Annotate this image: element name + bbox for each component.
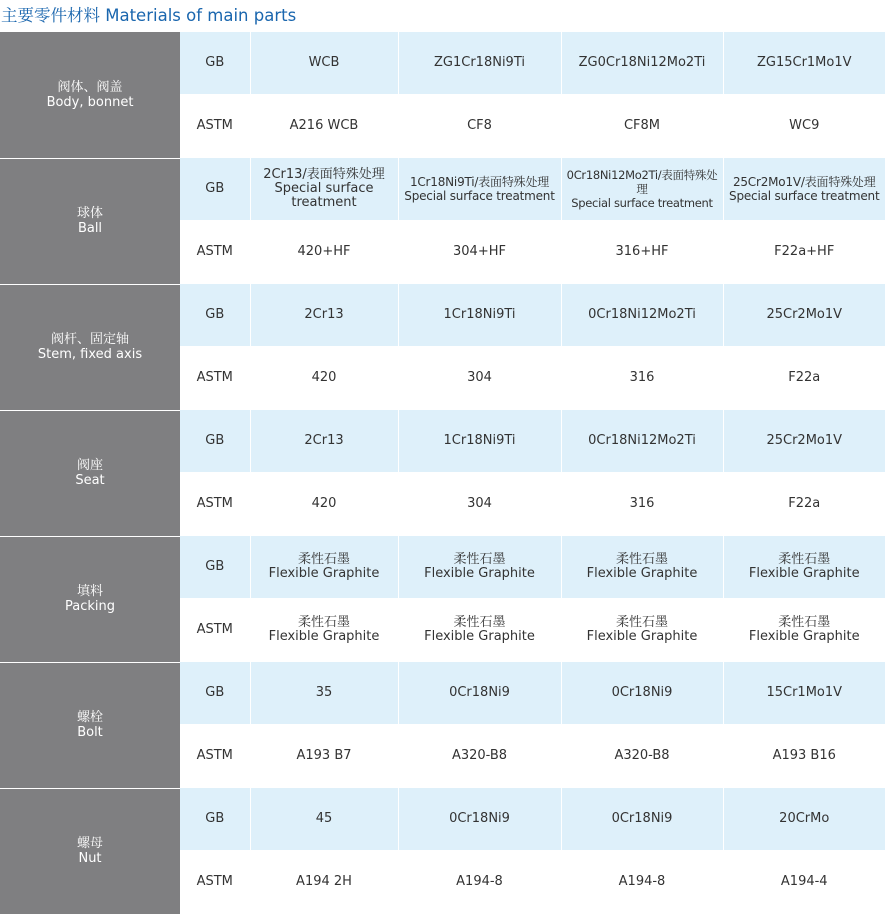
material-cell	[561, 410, 723, 472]
material-cell	[250, 94, 398, 158]
material-cell	[250, 410, 398, 472]
material-cell	[723, 724, 885, 788]
material-text: Special surface	[251, 182, 398, 196]
material-cell	[250, 346, 398, 410]
part-name-cn: 球体	[0, 206, 180, 221]
material-text: A194-8	[399, 875, 561, 889]
material-cell	[398, 724, 561, 788]
material-text: A320-B8	[399, 749, 561, 763]
material-cell	[723, 850, 885, 914]
material-cell	[561, 32, 723, 94]
part-name-en: Seat	[0, 473, 180, 488]
material-text: Flexible Graphite	[724, 630, 885, 644]
material-cell	[250, 850, 398, 914]
part-name-cell	[0, 662, 180, 788]
material-text: 316	[562, 371, 723, 385]
material-cell	[250, 158, 398, 220]
material-text: Flexible Graphite	[251, 567, 398, 581]
material-text: 0Cr18Ni9	[399, 812, 561, 826]
part-name-cn: 阀体、阀盖	[0, 80, 180, 95]
material-text: Special surface treatment	[562, 196, 723, 210]
material-cell	[398, 158, 561, 220]
material-cell	[561, 158, 723, 220]
material-cell	[561, 472, 723, 536]
material-cell	[250, 662, 398, 724]
material-text: 0Cr18Ni12Mo2Ti	[562, 308, 723, 322]
standard-gb-label: GB	[180, 662, 250, 724]
part-name-cn: 阀杆、固定轴	[0, 332, 180, 347]
material-cell	[723, 536, 885, 598]
standard-gb-label: GB	[180, 788, 250, 850]
standard-astm-label: ASTM	[180, 346, 250, 410]
material-text: A193 B7	[251, 749, 398, 763]
material-cell	[250, 598, 398, 662]
material-cell	[561, 284, 723, 346]
material-text: Flexible Graphite	[399, 567, 561, 581]
material-text: 2Cr13	[251, 308, 398, 322]
material-cell	[398, 346, 561, 410]
material-cell	[723, 284, 885, 346]
standard-astm-label: ASTM	[180, 94, 250, 158]
material-text: Special surface treatment	[399, 189, 561, 203]
material-text: 2Cr13/表面特殊处理	[251, 168, 398, 182]
material-text: 0Cr18Ni9	[562, 812, 723, 826]
part-name-en: Packing	[0, 599, 180, 614]
material-text: 25Cr2Mo1V	[724, 308, 885, 322]
material-cell	[723, 788, 885, 850]
material-text: 柔性石墨	[399, 553, 561, 567]
part-name-en: Ball	[0, 221, 180, 236]
material-text: 420	[251, 497, 398, 511]
material-text: Flexible Graphite	[562, 567, 723, 581]
material-text: 0Cr18Ni12Mo2Ti/表面特殊处理	[562, 168, 723, 196]
table-row	[0, 158, 885, 220]
material-cell	[723, 158, 885, 220]
part-name-cell	[0, 284, 180, 410]
material-text: CF8	[399, 119, 561, 133]
material-text: 1Cr18Ni9Ti	[399, 308, 561, 322]
material-text: 20CrMo	[724, 812, 885, 826]
material-text: 柔性石墨	[399, 616, 561, 630]
table-row	[0, 662, 885, 724]
material-text: 316	[562, 497, 723, 511]
material-text: F22a	[724, 371, 885, 385]
material-cell	[398, 220, 561, 284]
material-text: Flexible Graphite	[562, 630, 723, 644]
material-cell	[398, 850, 561, 914]
part-name-en: Stem, fixed axis	[0, 347, 180, 362]
part-name-en: Nut	[0, 851, 180, 866]
material-text: 柔性石墨	[724, 553, 885, 567]
material-text: 柔性石墨	[251, 616, 398, 630]
material-cell	[250, 472, 398, 536]
material-cell	[723, 598, 885, 662]
material-text: 304+HF	[399, 245, 561, 259]
materials-table	[0, 32, 885, 915]
material-cell	[561, 662, 723, 724]
page-title: 主要零件材料 Materials of main parts	[0, 0, 885, 32]
standard-gb-label: GB	[180, 284, 250, 346]
part-name-cell	[0, 410, 180, 536]
material-text: A320-B8	[562, 749, 723, 763]
material-cell	[561, 346, 723, 410]
material-text: 柔性石墨	[562, 553, 723, 567]
material-cell	[398, 536, 561, 598]
material-text: 0Cr18Ni9	[399, 686, 561, 700]
part-name-en: Bolt	[0, 725, 180, 740]
table-row	[0, 788, 885, 850]
material-cell	[561, 598, 723, 662]
table-row	[0, 536, 885, 598]
standard-astm-label: ASTM	[180, 598, 250, 662]
material-text: 柔性石墨	[562, 616, 723, 630]
material-cell	[723, 220, 885, 284]
material-cell	[250, 536, 398, 598]
part-name-cn: 螺栓	[0, 710, 180, 725]
material-cell	[723, 32, 885, 94]
part-name-cn: 填料	[0, 584, 180, 599]
material-cell	[398, 662, 561, 724]
material-cell	[398, 788, 561, 850]
standard-astm-label: ASTM	[180, 220, 250, 284]
material-cell	[561, 788, 723, 850]
material-cell	[561, 220, 723, 284]
material-text: 420+HF	[251, 245, 398, 259]
part-name-cell	[0, 536, 180, 662]
material-text: 25Cr2Mo1V/表面特殊处理	[724, 175, 885, 189]
material-text: 15Cr1Mo1V	[724, 686, 885, 700]
material-cell	[250, 284, 398, 346]
material-text: ZG0Cr18Ni12Mo2Ti	[562, 56, 723, 70]
standard-astm-label: ASTM	[180, 850, 250, 914]
material-text: 304	[399, 371, 561, 385]
part-name-cell	[0, 32, 180, 158]
material-cell	[723, 410, 885, 472]
material-text: F22a+HF	[724, 245, 885, 259]
standard-gb-label: GB	[180, 410, 250, 472]
material-text: 1Cr18Ni9Ti/表面特殊处理	[399, 175, 561, 189]
material-text: F22a	[724, 497, 885, 511]
material-text: A194 2H	[251, 875, 398, 889]
material-cell	[561, 94, 723, 158]
material-cell	[561, 850, 723, 914]
material-text: Flexible Graphite	[724, 567, 885, 581]
standard-astm-label: ASTM	[180, 724, 250, 788]
material-cell	[398, 598, 561, 662]
material-text: Flexible Graphite	[251, 630, 398, 644]
material-text: 420	[251, 371, 398, 385]
material-cell	[398, 410, 561, 472]
material-cell	[561, 536, 723, 598]
material-text: 柔性石墨	[251, 553, 398, 567]
table-row	[0, 410, 885, 472]
material-cell	[398, 94, 561, 158]
material-text: A194-4	[724, 875, 885, 889]
material-text: CF8M	[562, 119, 723, 133]
material-text: WC9	[724, 119, 885, 133]
material-text: 45	[251, 812, 398, 826]
material-text: 316+HF	[562, 245, 723, 259]
material-cell	[250, 32, 398, 94]
material-text: treatment	[251, 196, 398, 210]
table-row	[0, 284, 885, 346]
material-text: 1Cr18Ni9Ti	[399, 434, 561, 448]
materials-table-body	[0, 32, 885, 914]
material-text: Flexible Graphite	[399, 630, 561, 644]
standard-gb-label: GB	[180, 32, 250, 94]
material-text: Special surface treatment	[724, 189, 885, 203]
part-name-cn: 螺母	[0, 836, 180, 851]
material-text: A216 WCB	[251, 119, 398, 133]
part-name-en: Body, bonnet	[0, 95, 180, 110]
part-name-cell	[0, 788, 180, 914]
material-cell	[723, 346, 885, 410]
material-cell	[561, 724, 723, 788]
material-text: WCB	[251, 56, 398, 70]
part-name-cn: 阀座	[0, 458, 180, 473]
standard-gb-label: GB	[180, 158, 250, 220]
material-cell	[723, 662, 885, 724]
material-text: A193 B16	[724, 749, 885, 763]
material-cell	[250, 220, 398, 284]
material-cell	[398, 284, 561, 346]
material-cell	[250, 724, 398, 788]
material-text: 0Cr18Ni12Mo2Ti	[562, 434, 723, 448]
material-text: 2Cr13	[251, 434, 398, 448]
material-cell	[723, 94, 885, 158]
material-cell	[250, 788, 398, 850]
material-cell	[723, 472, 885, 536]
standard-gb-label: GB	[180, 536, 250, 598]
standard-astm-label: ASTM	[180, 472, 250, 536]
material-cell	[398, 32, 561, 94]
material-text: 0Cr18Ni9	[562, 686, 723, 700]
material-text: ZG1Cr18Ni9Ti	[399, 56, 561, 70]
material-text: A194-8	[562, 875, 723, 889]
material-cell	[398, 472, 561, 536]
table-row	[0, 32, 885, 94]
part-name-cell	[0, 158, 180, 284]
material-text: 柔性石墨	[724, 616, 885, 630]
material-text: ZG15Cr1Mo1V	[724, 56, 885, 70]
material-text: 304	[399, 497, 561, 511]
material-text: 35	[251, 686, 398, 700]
material-text: 25Cr2Mo1V	[724, 434, 885, 448]
